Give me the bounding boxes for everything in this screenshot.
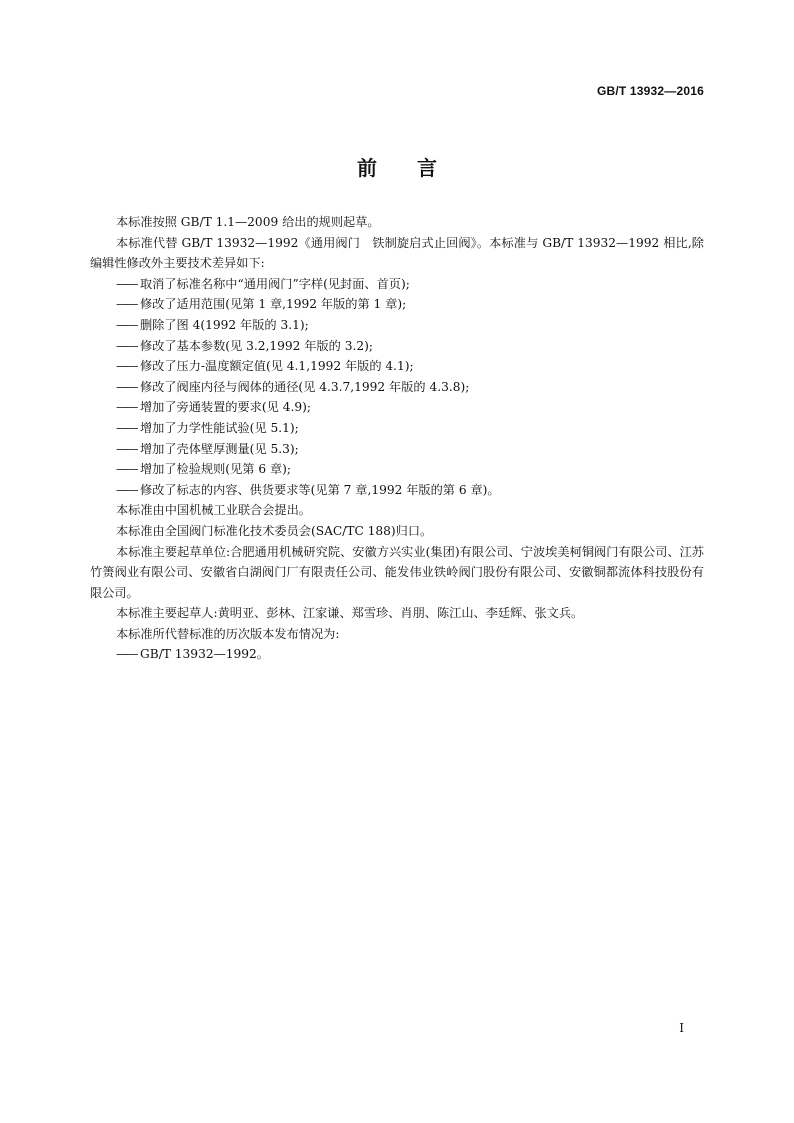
- dash-marker: ——: [116, 482, 137, 497]
- list-item: [90, 644, 704, 665]
- list-item: [90, 336, 704, 357]
- page-number: I: [679, 1021, 684, 1035]
- list-item-text: 修改了适用范围(见第 1 章,1992 年版的第 1 章);: [140, 297, 407, 312]
- list-item-text: 增加了力学性能试验(见 5.1);: [140, 420, 299, 435]
- list-item: [90, 459, 704, 480]
- dash-marker: ——: [116, 420, 137, 435]
- list-item: [90, 274, 704, 295]
- paragraph-replacement: 本标准代替 GB/T 13932—1992《通用阀门 铁制旋启式止回阀》。本标准与 GB/T 13932—1992 相比,除编辑性修改外主要技术差异如下:: [90, 235, 704, 271]
- list-item-text: 增加了检验规则(见第 6 章);: [140, 462, 291, 477]
- list-item-text: 修改了基本参数(见 3.2,1992 年版的 3.2);: [140, 338, 373, 353]
- list-item: [90, 397, 704, 418]
- history-list: [90, 644, 704, 665]
- list-item: [90, 377, 704, 398]
- paragraph-drafting-units: 本标准主要起草单位:合肥通用机械研究院、安徽方兴实业(集团)有限公司、宁波埃美柯铜阀门有限公司、江苏竹箦阀业有限公司、安徽省白湖阀门厂有限责任公司、能发伟业铁岭阀门股份有限公司、安徽铜都流体科技股份有限公司。: [90, 544, 704, 600]
- title-char-1: 前: [357, 156, 377, 180]
- page-title: [0, 152, 794, 181]
- paragraph-drafters: 本标准主要起草人:黄明亚、彭林、江家谦、郑雪珍、肖朋、陈江山、李廷辉、张文兵。: [116, 606, 584, 621]
- list-item: [90, 480, 704, 501]
- list-item-text: 删除了图 4(1992 年版的 3.1);: [140, 317, 309, 332]
- paragraph-history-intro: 本标准所代替标准的历次版本发布情况为:: [116, 626, 340, 641]
- dash-marker: ——: [116, 400, 137, 415]
- dash-marker: ——: [116, 297, 137, 312]
- dash-marker: ——: [116, 379, 137, 394]
- dash-marker: ——: [116, 359, 137, 374]
- dash-marker: ——: [116, 647, 137, 662]
- dash-marker: ——: [116, 441, 137, 456]
- dash-marker: ——: [116, 462, 137, 477]
- paragraph-centralized-by: 本标准由全国阀门标准化技术委员会(SAC/TC 188)归口。: [116, 523, 433, 538]
- list-item-text: 修改了标志的内容、供货要求等(见第 7 章,1992 年版的第 6 章)。: [140, 482, 500, 497]
- list-item-text: 修改了阀座内径与阀体的通径(见 4.3.7,1992 年版的 4.3.8);: [140, 379, 470, 394]
- list-item: [90, 356, 704, 377]
- changes-list: [90, 274, 704, 501]
- list-item-text: 修改了压力-温度额定值(见 4.1,1992 年版的 4.1);: [140, 359, 414, 374]
- list-item-text: 取消了标准名称中“通用阀门”字样(见封面、首页);: [140, 276, 410, 291]
- list-item: [90, 439, 704, 460]
- list-item-text: 增加了旁通装置的要求(见 4.9);: [140, 400, 311, 415]
- dash-marker: ——: [116, 276, 137, 291]
- dash-marker: ——: [116, 317, 137, 332]
- dash-marker: ——: [116, 338, 137, 353]
- paragraph-proposed-by: 本标准由中国机械工业联合会提出。: [116, 503, 311, 518]
- list-item: [90, 418, 704, 439]
- title-char-2: 言: [417, 156, 437, 180]
- list-item-text: 增加了壳体壁厚测量(见 5.3);: [140, 441, 299, 456]
- standard-code-header: GB/T 13932—2016: [596, 84, 704, 98]
- list-item: [90, 294, 704, 315]
- paragraph-drafting-rules: 本标准按照 GB/T 1.1—2009 给出的规则起草。: [116, 215, 380, 229]
- foreword-body: [90, 212, 704, 665]
- list-item: [90, 315, 704, 336]
- list-item-text: GB/T 13932—1992。: [140, 647, 269, 662]
